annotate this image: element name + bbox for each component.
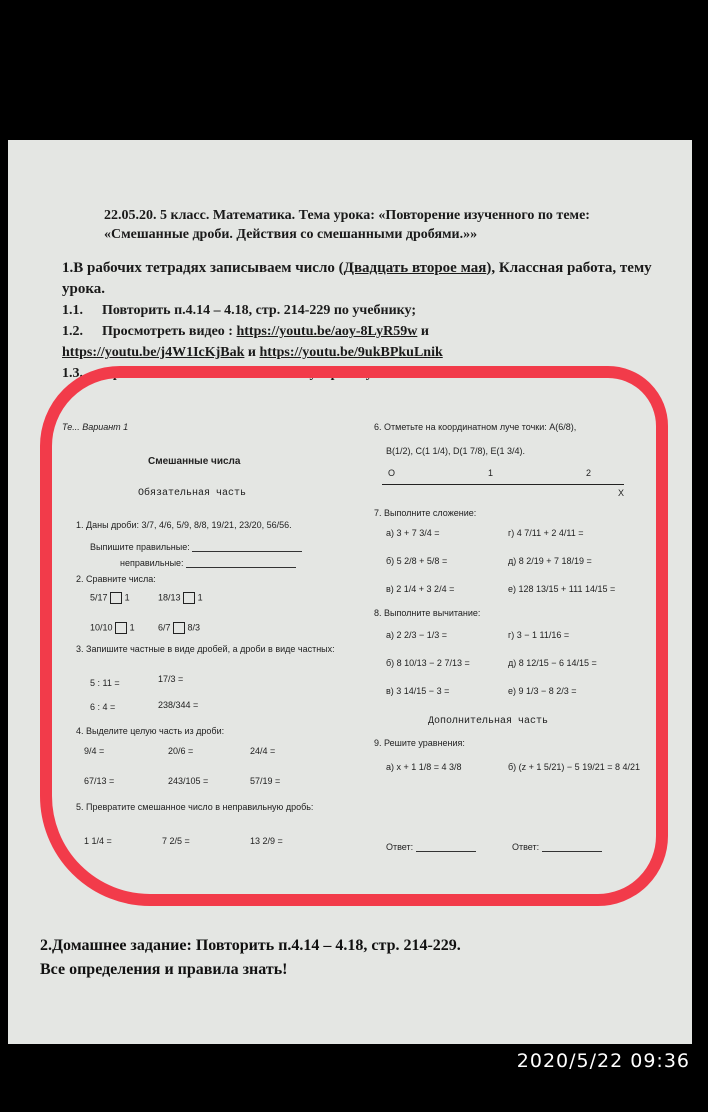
q8-item: г) 3 − 1 11/16 = [508, 630, 570, 640]
q3-a: 5 : 11 = [90, 678, 120, 688]
highlight-frame [40, 366, 668, 906]
q7-item: г) 4 7/11 + 2 4/11 = [508, 528, 584, 538]
compare-a: 5/17 1 [90, 592, 130, 603]
video-link-3[interactable]: https://youtu.be/9ukBPkuLnik [259, 345, 443, 360]
date-text: Двадцать второе мая [343, 260, 487, 276]
question-6-points: B(1/2), C(1 1/4), D(1 7/8), E(1 3/4). [386, 446, 526, 456]
video-link-2[interactable]: https://youtu.be/j4W1IcKjBak [62, 345, 245, 360]
q9-a: а) x + 1 1/8 = 4 3/8 [386, 762, 462, 772]
instruction-1-3: 1.3. Пройти тест и записать в классную работу [62, 366, 373, 381]
q7-item: в) 2 1/4 + 3 2/4 = [386, 584, 455, 594]
q4-item: 9/4 = [84, 746, 105, 756]
q8-item: в) 3 14/15 − 3 = [386, 686, 450, 696]
q7-item: б) 5 2/8 + 5/8 = [386, 556, 448, 566]
axis-x-label: X [618, 488, 625, 498]
q4-item: 243/105 = [168, 776, 209, 786]
q8-item: д) 8 12/15 − 6 14/15 = [508, 658, 597, 668]
q5-item: 1 1/4 = [84, 836, 112, 846]
axis-tick-1: 1 [488, 468, 494, 478]
question-8: 8. Выполните вычитание: [374, 608, 481, 618]
q1-improper: неправильные: [120, 558, 296, 568]
q3-c: 6 : 4 = [90, 702, 116, 712]
q9-b: б) (z + 1 5/21) − 5 19/21 = 8 4/21 [508, 762, 640, 772]
q3-d: 238/344 = [158, 700, 199, 710]
q5-item: 7 2/5 = [162, 836, 190, 846]
q8-item: е) 9 1/3 − 8 2/3 = [508, 686, 577, 696]
homework-line-1: 2.Домашнее задание: Повторить п.4.14 – 4.18, стр. 214-229. [40, 937, 461, 954]
answer-b: Ответ: [512, 842, 602, 852]
q5-item: 13 2/9 = [250, 836, 283, 846]
answer-a: Ответ: [386, 842, 476, 852]
photo-timestamp: 2020/5/22 09:36 [516, 1050, 690, 1072]
q1-proper: Выпишите правильные: [90, 542, 302, 552]
axis-tick-2: 2 [586, 468, 592, 478]
q4-item: 57/19 = [250, 776, 281, 786]
compare-c: 10/10 1 [90, 622, 135, 633]
homework-block [40, 934, 680, 982]
instruction-1-1: 1.1. Повторить п.4.14 – 4.18, стр. 214-229 по учебнику; [62, 303, 417, 318]
question-6: 6. Отметьте на координатном луче точки: A(6/8), [374, 422, 577, 432]
question-3: 3. Запишите частные в виде дробей, а дроби в виде частных: [76, 644, 335, 654]
q7-item: е) 128 13/15 + 111 14/15 = [508, 584, 616, 594]
question-1: 1. Даны дроби: 3/7, 4/6, 5/9, 8/8, 19/21, 23/20, 56/56. [76, 520, 292, 530]
instruction-1: 1.В рабочих тетрадях записываем число (Двадцать второе мая), Классная работа, тему урока. [62, 260, 652, 297]
q7-item: а) 3 + 7 3/4 = [386, 528, 440, 538]
q8-item: а) 2 2/3 − 1/3 = [386, 630, 448, 640]
q8-item: б) 8 10/13 − 2 7/13 = [386, 658, 470, 668]
question-4: 4. Выделите целую часть из дроби: [76, 726, 225, 736]
q4-item: 24/4 = [250, 746, 276, 756]
q4-item: 67/13 = [84, 776, 115, 786]
video-link-1[interactable]: https://youtu.be/aoy-8LyR59w [236, 324, 418, 339]
variant-label: Те... Вариант 1 [62, 422, 129, 432]
q3-b: 17/3 = [158, 674, 184, 684]
instruction-1-2: 1.2. Просмотреть видео : https://youtu.be/aoy-8LyR59w и [62, 324, 429, 339]
question-7: 7. Выполните сложение: [374, 508, 477, 518]
question-2: 2. Сравните числа: [76, 574, 156, 584]
lesson-header: 22.05.20. 5 класс. Математика. Тема урока: «Повторение изученного по теме: «Смешанные дроби. Действия со смешанными дробями.»» [104, 208, 590, 242]
extra-heading: Дополнительная часть [428, 716, 549, 727]
axis-origin: O [388, 468, 396, 478]
q4-item: 20/6 = [168, 746, 194, 756]
mandatory-heading: Обязательная часть [138, 488, 247, 499]
question-5: 5. Превратите смешанное число в неправильную дробь: [76, 802, 314, 812]
question-9: 9. Решите уравнения: [374, 738, 465, 748]
compare-d: 6/7 8/3 [158, 622, 201, 633]
q7-item: д) 8 2/19 + 7 18/19 = [508, 556, 592, 566]
compare-b: 18/13 1 [158, 592, 203, 603]
test-title: Смешанные числа [148, 456, 241, 467]
instruction-links: https://youtu.be/j4W1IcKjBak и https://youtu.be/9ukBPkuLnik [62, 345, 443, 360]
homework-line-2: Все определения и правила знать! [40, 961, 288, 978]
